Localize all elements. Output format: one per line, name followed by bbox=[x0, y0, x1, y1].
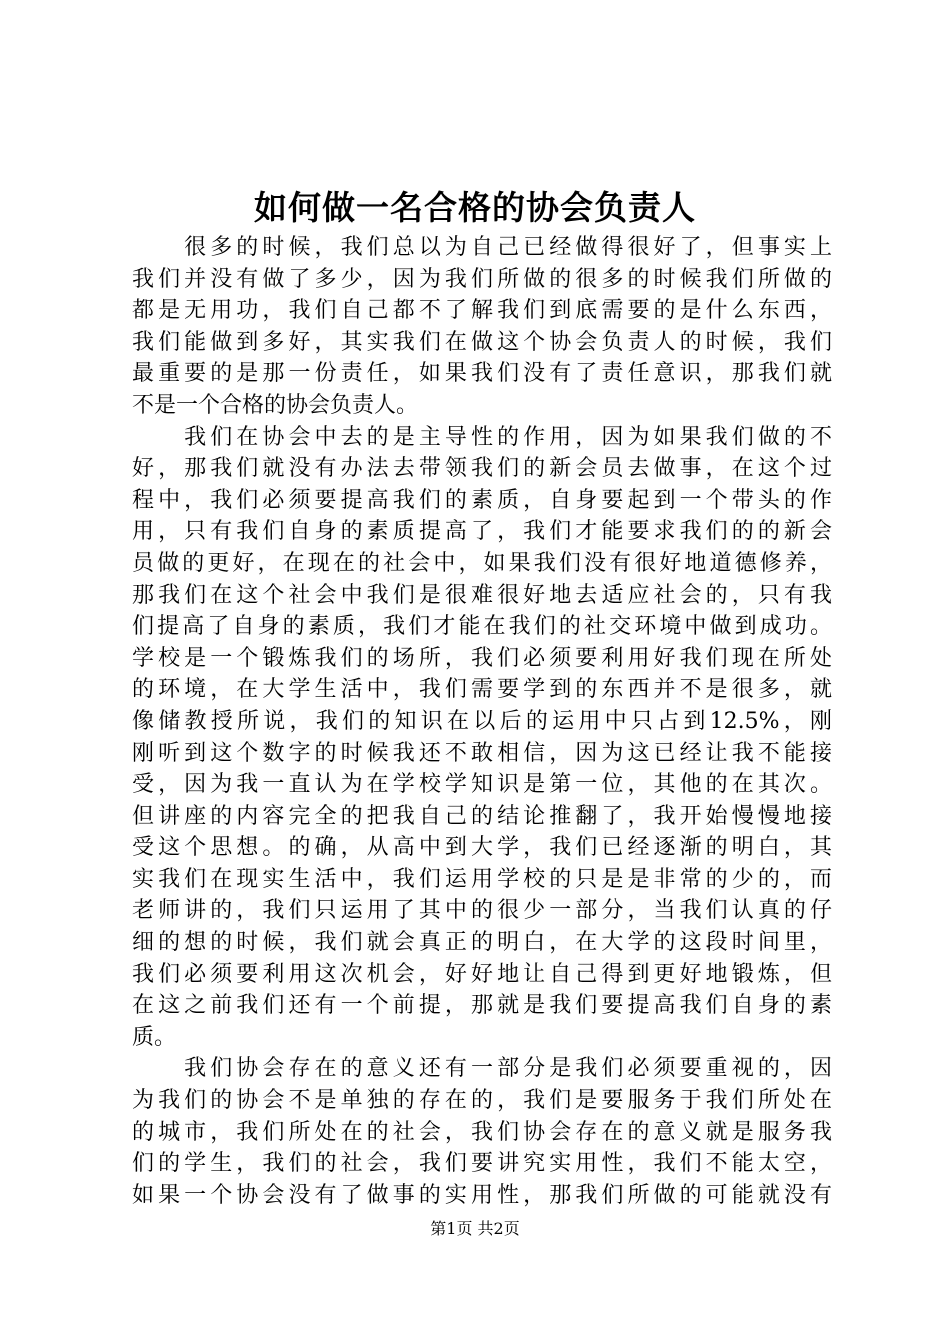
paragraph-line: 像储教授所说，我们的知识在以后的运用中只占到12.5%，刚 bbox=[132, 708, 832, 734]
paragraph-line: 刚听到这个数字的时候我还不敢相信，因为这已经让我不能接 bbox=[132, 740, 832, 766]
paragraph-line: 我们能做到多好，其实我们在做这个协会负责人的时候，我们 bbox=[132, 329, 832, 355]
paragraph-line: 实我们在现实生活中，我们运用学校的只是是非常的少的，而 bbox=[132, 866, 832, 892]
paragraph-line: 我们协会存在的意义还有一部分是我们必须要重视的，因 bbox=[132, 1056, 832, 1082]
paragraph-line: 学校是一个锻炼我们的场所，我们必须要利用好我们现在所处 bbox=[132, 645, 832, 671]
paragraph-line: 的城市，我们所处在的社会，我们协会存在的意义就是服务我 bbox=[132, 1119, 832, 1145]
paragraph-line: 好，那我们就没有办法去带领我们的新会员去做事，在这个过 bbox=[132, 456, 832, 482]
paragraph-line: 我们在协会中去的是主导性的作用，因为如果我们做的不 bbox=[132, 424, 832, 450]
paragraph-line: 用，只有我们自身的素质提高了，我们才能要求我们的的新会 bbox=[132, 519, 832, 545]
document-title: 如何做一名合格的协会负责人 bbox=[254, 188, 696, 227]
paragraph-line: 那我们在这个社会中我们是很难很好地去适应社会的，只有我 bbox=[132, 582, 832, 608]
paragraph-line: 不是一个合格的协会负责人。 bbox=[132, 392, 419, 418]
paragraph-line: 受，因为我一直认为在学校学知识是第一位，其他的在其次。 bbox=[132, 772, 832, 798]
page-footer: 第1页 共2页 bbox=[430, 1219, 520, 1238]
paragraph-line: 们的学生，我们的社会，我们要讲究实用性，我们不能太空， bbox=[132, 1151, 832, 1177]
paragraph-line: 们提高了自身的素质，我们才能在我们的社交环境中做到成功。 bbox=[132, 614, 832, 640]
paragraph-line: 我们必须要利用这次机会，好好地让自己得到更好地锻炼，但 bbox=[132, 961, 832, 987]
paragraph-line: 为我们的协会不是单独的存在的，我们是要服务于我们所处在 bbox=[132, 1088, 832, 1114]
document-body bbox=[132, 232, 832, 1211]
paragraph-line: 如果一个协会没有了做事的实用性，那我们所做的可能就没有 bbox=[132, 1182, 832, 1208]
paragraph-line: 员做的更好，在现在的社会中，如果我们没有很好地道德修养， bbox=[132, 550, 832, 576]
paragraph-line: 在这之前我们还有一个前提，那就是我们要提高我们自身的素 bbox=[132, 993, 832, 1019]
paragraph-line: 细的想的时候，我们就会真正的明白，在大学的这段时间里， bbox=[132, 930, 832, 956]
paragraph-line: 质。 bbox=[132, 1024, 177, 1050]
paragraph-line: 我们并没有做了多少，因为我们所做的很多的时候我们所做的 bbox=[132, 266, 832, 292]
paragraph-line: 最重要的是那一份责任，如果我们没有了责任意识，那我们就 bbox=[132, 361, 832, 387]
paragraph-line: 老师讲的，我们只运用了其中的很少一部分，当我们认真的仔 bbox=[132, 898, 832, 924]
paragraph-line: 受这个思想。的确，从高中到大学，我们已经逐渐的明白，其 bbox=[132, 835, 832, 861]
paragraph-line: 程中，我们必须要提高我们的素质，自身要起到一个带头的作 bbox=[132, 487, 832, 513]
paragraph-line: 都是无用功，我们自己都不了解我们到底需要的是什么东西， bbox=[132, 298, 832, 324]
paragraph-line: 很多的时候，我们总以为自己已经做得很好了，但事实上 bbox=[132, 235, 832, 260]
paragraph-line: 但讲座的内容完全的把我自己的结论推翻了，我开始慢慢地接 bbox=[132, 803, 832, 829]
paragraph-line: 的环境，在大学生活中，我们需要学到的东西并不是很多，就 bbox=[132, 677, 832, 703]
